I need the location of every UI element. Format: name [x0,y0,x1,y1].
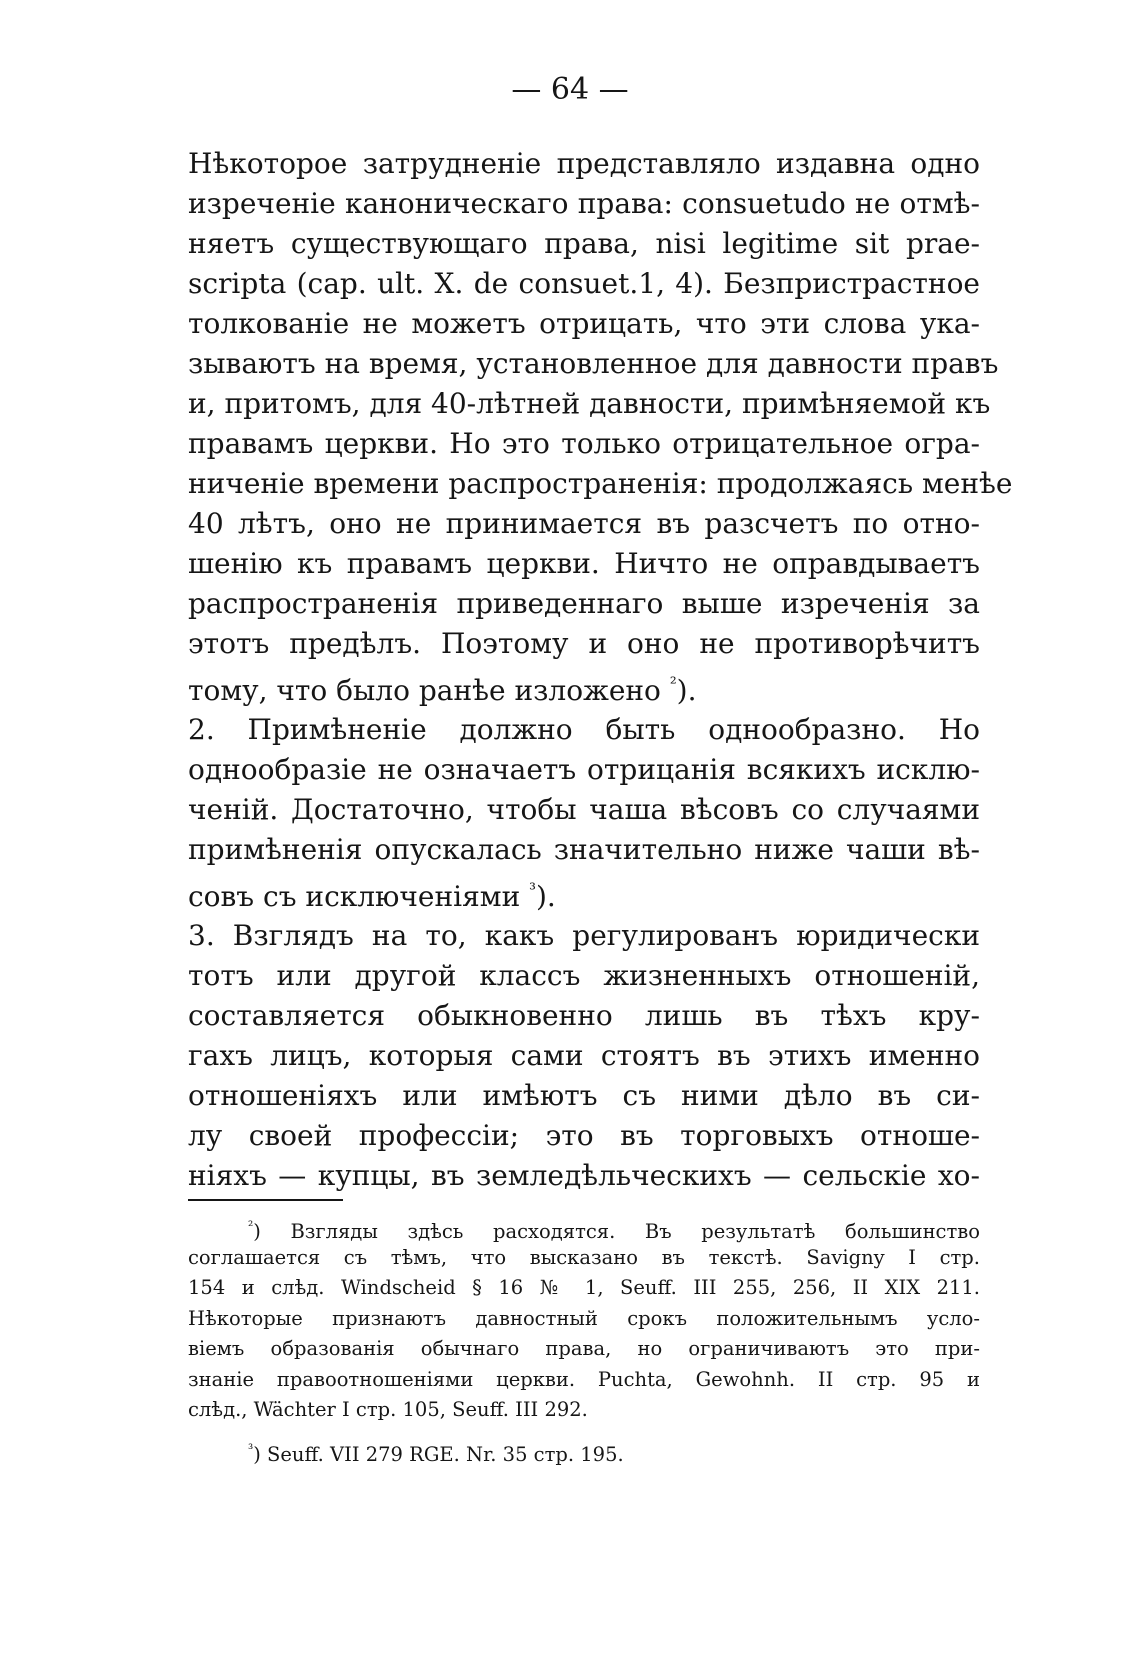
footnote-line: знаніе правоотношеніями церкви. Puchta, Gewohnh. II стр. 95 и [188,1367,980,1391]
text-line: распространенія приведеннаго выше изреченія за [188,587,980,620]
footnote-line-content: ) Seuff. VII 279 RGE. Nr. 35 стр. 195. [253,1442,624,1466]
text-line [188,870,980,913]
footnote-line: соглашается съ тѣмъ, что высказано въ текстѣ. Savigny I стр. [188,1245,980,1269]
footnote-marker: ³ [248,1441,254,1457]
footnote-line: віемъ образованія обычнаго права, но ограничиваютъ это при- [188,1337,980,1360]
text-line: ніяхъ — купцы, въ земледѣльческихъ — сельскіе хо- [188,1159,980,1192]
text-line-content: совъ съ исключеніями [188,880,521,913]
text-line: тотъ или другой классъ жизненныхъ отношеній, [188,959,980,992]
footnote-line-content: ) Взгляды здѣсь расходятся. Въ результатѣ большинство [253,1220,980,1243]
text-line: Нѣкоторое затрудненіе представляло издавна одно [188,147,980,180]
text-line: однообразіе не означаетъ отрицанія всякихъ исклю- [188,753,980,786]
text-line-content: тому, что было ранѣе изложено [188,674,661,707]
footnote-line [188,1435,980,1466]
text-line: правамъ церкви. Но это только отрицательное огра- [188,427,980,460]
paragraph-2 [188,710,980,913]
paragraph-3 [188,916,980,1196]
text-line: 40 лѣтъ, оно не принимается въ разсчетъ по отно- [188,507,980,540]
text-line: и, притомъ, для 40-лѣтней давности, примѣняемой къ [188,387,991,420]
footnote-ref: ³ [529,880,536,900]
footnote-line [188,1212,980,1243]
text-line: отношеніяхъ или имѣютъ съ ними дѣло въ си- [188,1079,980,1112]
footnote-2 [188,1212,980,1426]
text-line: составляется обыкновенно лишь въ тѣхъ кру- [188,999,980,1032]
text-line: гахъ лицъ, которыя сами стоятъ въ этихъ именно [188,1039,980,1072]
text-line: няетъ существующаго права, nisi legitime sit prae- [188,227,980,260]
text-line: scripta (cap. ult. X. de consuet.1, 4). Безпристрастное [188,267,980,300]
text-line: 3. Взглядъ на то, какъ регулированъ юридически [188,919,980,952]
footnote-line: слѣд., Wächter I стр. 105, Seuff. III 292. [188,1398,588,1421]
body-text [188,144,1013,1196]
footnote-divider [188,1199,343,1201]
text-line: зываютъ на время, установленное для давности правъ [188,347,999,380]
text-line: лу своей профессіи; это въ торговыхъ отноше- [188,1119,980,1152]
text-line: 2. Примѣненіе должно быть однообразно. Но [188,713,980,746]
footnote-line: Нѣкоторые признаютъ давностный срокъ положительнымъ усло- [188,1306,980,1330]
footnote-line: 154 и слѣд. Windscheid § 16 № 1, Seuff. III 255, 256, II XIX 211. [188,1276,980,1299]
footnote-ref: ² [669,674,677,694]
text-line: этотъ предѣлъ. Поэтому и оно не противорѣчитъ [188,627,980,660]
footnote-marker: ² [248,1219,254,1234]
footnote-3 [188,1435,980,1466]
line-tail: ). [676,674,697,707]
line-tail: ). [535,880,556,913]
page-number: — 64 — [511,72,629,107]
text-line: толкованіе не можетъ отрицать, что эти слова ука- [188,307,980,340]
text-line: шенію къ правамъ церкви. Ничто не оправдываетъ [188,547,980,580]
text-line: ниченіе времени распространенія: продолжаясь менѣе [188,467,1013,500]
text-line [188,664,980,707]
text-line: ченій. Достаточно, чтобы чаша вѣсовъ со случаями [188,793,980,826]
text-line: примѣненія опускалась значительно ниже чаши вѣ- [188,833,980,866]
text-line: изреченіе каноническаго права: consuetudo не отмѣ- [188,187,980,220]
paragraph-1 [188,144,1013,707]
footnotes [188,1212,980,1465]
